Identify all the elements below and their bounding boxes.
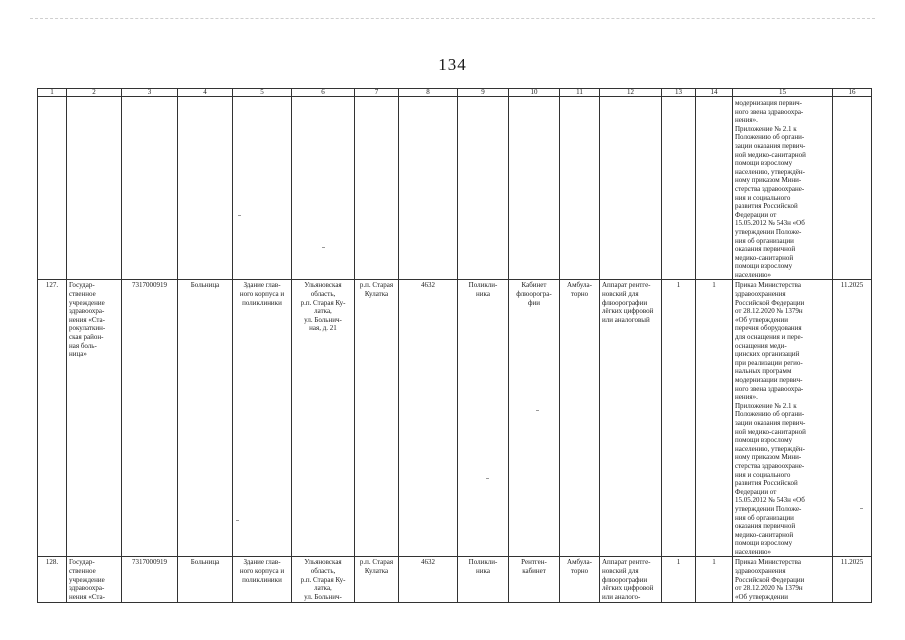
table-cell-col-2: Государ- ственное учреждение здравоохра- нения «Ста- рокулаткин- ская район- ная боль- ница» bbox=[67, 280, 122, 557]
column-number: 12 bbox=[600, 89, 662, 97]
table-cell-col-13: 1 bbox=[662, 280, 696, 557]
table-cell-col-5: Здание глав- ного корпуса и поликлиники bbox=[233, 557, 292, 603]
table-cell-col-10: Рентген- кабинет bbox=[509, 557, 560, 603]
table-cell-col-15: модернизация первич- ного звена здравоохра- нения». Приложение № 2.1 к Положению об органи- зации оказания первич- ной медико-санитарной помощи взрослому населению, утверждён- ному приказом Мини- стерства здравоохране- ния и социального развития Российской Федерации от 15.05.2012 № 543н «Об утверждении Положе- ния об организации оказания первичной медико-санитарной помощи взрослому населению» bbox=[733, 97, 833, 280]
table-cell-col-5: Здание глав- ного корпуса и поликлиники bbox=[233, 280, 292, 557]
column-number: 2 bbox=[67, 89, 122, 97]
table-cell-col-9: Поликли- ника bbox=[458, 280, 509, 557]
table-cell-col-16 bbox=[833, 97, 872, 280]
column-number: 7 bbox=[355, 89, 399, 97]
equipment-table bbox=[37, 88, 872, 603]
column-number: 6 bbox=[292, 89, 355, 97]
column-number: 4 bbox=[178, 89, 233, 97]
table-cell-col-3 bbox=[122, 97, 178, 280]
column-number: 15 bbox=[733, 89, 833, 97]
table-cell-col-11: Амбула- торно bbox=[560, 280, 600, 557]
table-cell-col-12: Аппарат рентге- новский для флюорографии лёгких цифровой или аналоговый bbox=[600, 280, 662, 557]
table-cell-col-8 bbox=[399, 97, 458, 280]
table-cell-col-7 bbox=[355, 97, 399, 280]
table-cell-col-6: Ульяновская область, р.п. Старая Ку- латка, ул. Больнич- bbox=[292, 557, 355, 603]
table-cell-col-6: Ульяновская область, р.п. Старая Ку- латка, ул. Больнич- ная, д. 21 bbox=[292, 280, 355, 557]
table-cell-col-6 bbox=[292, 97, 355, 280]
table-cell-col-1 bbox=[38, 97, 67, 280]
column-number: 9 bbox=[458, 89, 509, 97]
column-number: 13 bbox=[662, 89, 696, 97]
column-number: 5 bbox=[233, 89, 292, 97]
table-cell-col-2: Государ- ственное учреждение здравоохра- нения «Ста- bbox=[67, 557, 122, 603]
table-row bbox=[38, 557, 872, 603]
table-cell-col-15: Приказ Министерства здравоохранения Российской Федерации от 28.12.2020 № 1379н «Об утверждении перечня оборудования для оснащения и пере- оснащения меди- цинских организаций при реализации регио- нальных программ модернизации первич- ного звена здравоохра- нения». Приложение № 2.1 к Положению об органи- зации оказания первич- ной медико-санитарной помощи взрослому населению, утверждён- ному приказом Мини- стерства здравоохране- ния и социального развития Российской Федерации от 15.05.2012 № 543н «Об утверждении Положе- ния об организации оказания первичной медико-санитарной помощи взрослому населению» bbox=[733, 280, 833, 557]
table-row bbox=[38, 280, 872, 557]
table-cell-col-11: Амбула- торно bbox=[560, 557, 600, 603]
table-cell-col-10: Кабинет флюорогра- фии bbox=[509, 280, 560, 557]
table-cell-col-9 bbox=[458, 97, 509, 280]
table-cell-col-7: р.п. Старая Кулатка bbox=[355, 280, 399, 557]
table-cell-col-13 bbox=[662, 97, 696, 280]
table-cell-col-4: Больница bbox=[178, 280, 233, 557]
column-number: 3 bbox=[122, 89, 178, 97]
table-cell-col-9: Поликли- ника bbox=[458, 557, 509, 603]
column-number: 8 bbox=[399, 89, 458, 97]
table-cell-col-7: р.п. Старая Кулатка bbox=[355, 557, 399, 603]
table-cell-col-5 bbox=[233, 97, 292, 280]
column-number: 11 bbox=[560, 89, 600, 97]
table-cell-col-3: 7317000919 bbox=[122, 280, 178, 557]
table-cell-col-8: 4632 bbox=[399, 557, 458, 603]
table-cell-col-11 bbox=[560, 97, 600, 280]
table-cell-col-16: 11.2025 bbox=[833, 280, 872, 557]
column-number-row bbox=[38, 89, 872, 97]
table-cell-col-1: 127. bbox=[38, 280, 67, 557]
table-cell-col-16: 11.2025 bbox=[833, 557, 872, 603]
table-cell-col-4: Больница bbox=[178, 557, 233, 603]
page-number: 134 bbox=[438, 55, 467, 74]
table-cell-col-13: 1 bbox=[662, 557, 696, 603]
column-number: 16 bbox=[833, 89, 872, 97]
column-number: 10 bbox=[509, 89, 560, 97]
table-cell-col-1: 128. bbox=[38, 557, 67, 603]
table-cell-col-8: 4632 bbox=[399, 280, 458, 557]
table-cell-col-2 bbox=[67, 97, 122, 280]
table-cell-col-14 bbox=[696, 97, 733, 280]
column-number: 1 bbox=[38, 89, 67, 97]
table-row bbox=[38, 97, 872, 280]
table-cell-col-15: Приказ Министерства здравоохранения Российской Федерации от 28.12.2020 № 1379н «Об утверждении bbox=[733, 557, 833, 603]
table-cell-col-14: 1 bbox=[696, 557, 733, 603]
scan-top-line bbox=[30, 18, 875, 19]
table-cell-col-14: 1 bbox=[696, 280, 733, 557]
column-number: 14 bbox=[696, 89, 733, 97]
table-cell-col-4 bbox=[178, 97, 233, 280]
table-cell-col-12 bbox=[600, 97, 662, 280]
table-cell-col-12: Аппарат рентге- новский для флюорографии лёгких цифровой или аналого- bbox=[600, 557, 662, 603]
table-cell-col-10 bbox=[509, 97, 560, 280]
table-cell-col-3: 7317000919 bbox=[122, 557, 178, 603]
